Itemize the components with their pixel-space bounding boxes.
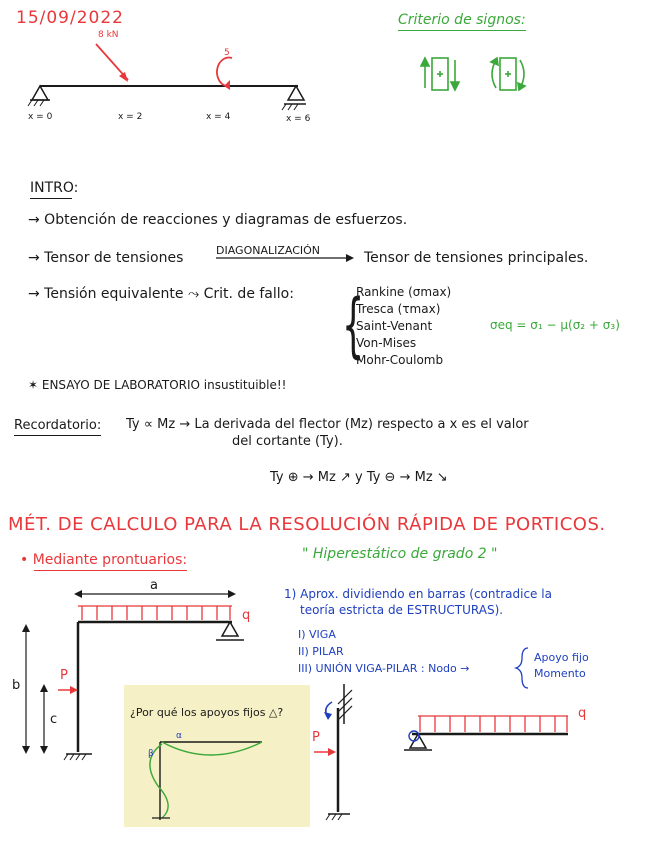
beam-q-label: q bbox=[578, 706, 587, 721]
criterion-item: Saint-Venant bbox=[356, 319, 433, 333]
node-option: Momento bbox=[534, 667, 586, 680]
svg-text:α: α bbox=[176, 731, 182, 741]
reminder-text-line: Ty ∝ Mz → La derivada del flector (Mz) respecto a x es el valor bbox=[126, 417, 529, 432]
svg-text:β: β bbox=[148, 749, 154, 759]
criteria-brace: { bbox=[342, 284, 365, 366]
load-q-label: q bbox=[242, 608, 251, 623]
intro-line-3: → Tensión equivalente ⤳ Crit. de fallo: bbox=[28, 286, 294, 302]
position-label: x = 2 bbox=[118, 112, 143, 122]
reminder-text-line: del cortante (Ty). bbox=[232, 434, 343, 449]
dimension-b-label: b bbox=[12, 678, 21, 693]
pillar-p-label: P bbox=[312, 730, 320, 745]
position-label: x = 6 bbox=[286, 114, 311, 124]
element-item: II) PILAR bbox=[298, 645, 344, 658]
equivalent-stress-equation: σeq = σ₁ − μ(σ₂ + σ₃) bbox=[490, 318, 620, 332]
node-option: Apoyo fijo bbox=[534, 651, 589, 664]
intro-heading: INTRO: bbox=[30, 180, 79, 196]
prontuarios-heading: • Mediante prontuarios: bbox=[20, 552, 188, 568]
dimension-a-label: a bbox=[150, 578, 158, 593]
hyperstatic-note: " Hiperestático de grado 2 " bbox=[302, 546, 498, 562]
intro-line-1: → Obtención de reacciones y diagramas de esfuerzos. bbox=[28, 212, 408, 228]
dimension-c-label: c bbox=[50, 712, 58, 727]
diagonalization-label: DIAGONALIZACIÓN bbox=[216, 244, 321, 257]
sign-criterion-title: Criterio de signos: bbox=[398, 12, 526, 28]
intro-line-2a: → Tensor de tensiones bbox=[28, 250, 184, 266]
position-label: x = 0 bbox=[28, 112, 53, 122]
note-date: 15/09/2022 bbox=[16, 8, 124, 28]
element-item: I) VIGA bbox=[298, 628, 336, 641]
criterion-item: Mohr-Coulomb bbox=[356, 353, 444, 367]
approximation-line: teoría estricta de ESTRUCTURAS). bbox=[300, 603, 504, 617]
load-label: 8 kN bbox=[98, 30, 119, 40]
note-sketch-top bbox=[148, 731, 262, 820]
method-title: MÉT. DE CALCULO PARA LA RESOLUCIÓN RÁPIDA DE PORTICOS. bbox=[8, 514, 606, 535]
reminder-label: Recordatorio: bbox=[14, 418, 102, 433]
criterion-item: Von-Mises bbox=[356, 336, 417, 350]
note-question: ¿Por qué los apoyos fijos △? bbox=[130, 706, 284, 719]
approximation-line: 1) Aprox. dividiendo en barras (contradice la bbox=[284, 587, 552, 601]
position-label: x = 4 bbox=[206, 112, 231, 122]
load-p-label: P bbox=[60, 668, 68, 683]
intro-line-2c: Tensor de tensiones principales. bbox=[364, 250, 589, 266]
element-item: III) UNIÓN VIGA-PILAR : Nodo → bbox=[298, 662, 470, 675]
criterion-item: Rankine (σmax) bbox=[356, 285, 452, 299]
shear-moment-rule: Ty ⊕ → Mz ↗ y Ty ⊖ → Mz ↘ bbox=[270, 470, 448, 485]
moment-label: 5 bbox=[224, 48, 230, 58]
criterion-item: Tresca (τmax) bbox=[356, 302, 441, 316]
lab-test-note: ✶ ENSAYO DE LABORATORIO insustituible!! bbox=[28, 378, 287, 392]
